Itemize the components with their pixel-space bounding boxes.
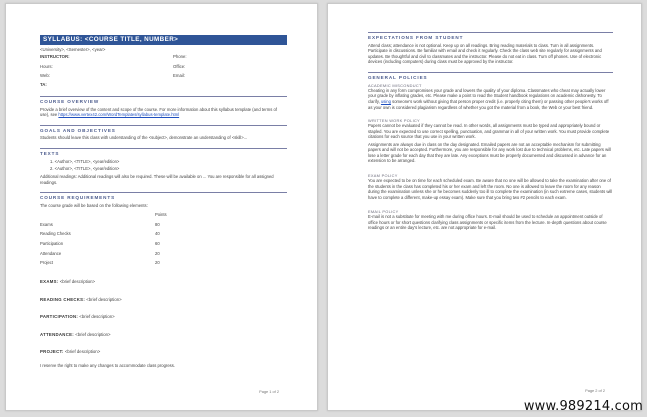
project-description [40, 349, 287, 355]
written-work-p1: Papers cannot be evaluated if they cannot be read. In other words, all assignments must be typed and appropriately bound or stapled. You are expected to use correct spelling, punctuation, and grammar in all of your written work. You must provide complete citations for each source that you use in your written work. [368, 123, 610, 140]
ta-label: TA: [40, 82, 47, 88]
desc-text: <brief description> [63, 349, 101, 355]
desc-label: READING CHECKS: [40, 296, 86, 302]
desc-text: <brief description> [78, 314, 115, 320]
page-number: Page 1 of 2 [259, 389, 279, 394]
section-expectations: EXPECTATIONS FROM STUDENT [368, 32, 613, 41]
table-row [40, 258, 287, 268]
row-item: Attendance [40, 250, 62, 256]
closing-note: I reserve the right to make any changes to accommodate class progress. [40, 363, 175, 369]
table-row [40, 239, 287, 249]
text-item: 1. <Author>, <TITLE>, <year/edition> [50, 158, 120, 164]
points-header-row [40, 210, 287, 220]
page-number: Page 2 of 2 [585, 388, 605, 393]
table-row [40, 220, 287, 230]
template-link[interactable]: https://www.vertex42.com/WordTemplates/syllabus-template.html [58, 112, 180, 118]
table-row [40, 249, 287, 259]
row-points: 80 [155, 221, 160, 227]
web-label: Web: [40, 72, 50, 78]
desc-text: <brief description> [85, 296, 122, 302]
academic-misconduct-title: ACADEMIC MISCONDUCT [368, 82, 422, 88]
row-item: Exams [40, 221, 53, 227]
using-link[interactable]: using [380, 99, 391, 105]
page-1-content [40, 35, 287, 369]
table-row [40, 229, 287, 239]
desc-label: PARTICIPATION: [40, 314, 79, 320]
expectations-text: Attend class; attendance is not optional. Keep up on all readings. Bring reading materials to class. Turn in all assignments. Participate in discussions. Be familiar with email and check it regularly. Check the class web site regularly for assignments and updates. Be thoughtful and civil to classmates and the instructor. Please do not eat in class. Turn off phones. Use of electronic devices (including computers) during class must be approved by the instructor. [368, 42, 602, 65]
syllabus-subtitle: <University>, <Semester>, <year> [40, 47, 106, 52]
points-header: Points [155, 212, 167, 218]
document-page-2 [327, 3, 642, 411]
row-points: 60 [155, 241, 160, 247]
document-page-1 [5, 3, 318, 411]
desc-label: EXAMS: [40, 279, 59, 285]
exam-policy-title: EXAM POLICY [368, 172, 398, 178]
misconduct-text-1: Cheating in any form compromises your grade and lowers the quality of your diploma. Classmates who cheat may actually lower your grade by inflating grades, etc. Please make a point to read the Student handbook regulations on academic dishonesty. To clarify, [368, 87, 606, 105]
desc-label: PROJECT: [40, 349, 64, 355]
page-2-content [368, 32, 613, 231]
instructor-label: INSTRUCTOR: [40, 54, 70, 60]
participation-description [40, 314, 287, 320]
section-course-requirements: COURSE REQUIREMENTS [40, 192, 287, 201]
written-work-title: WRITTEN WORK POLICY [368, 118, 420, 124]
goals-text: Students should leave this class with understanding of the <subject>, demonstrate an understanding of <skill>... [40, 135, 248, 141]
reading-checks-description [40, 297, 287, 303]
row-points: 20 [155, 250, 160, 256]
phone-label: Phone: [173, 54, 187, 60]
row-item: Reading Checks [40, 231, 71, 237]
misconduct-text-2: someone's work without giving that person proper credit (i.e. properly citing them) or passing other people's works off as your own is considered plagiarism regardless of whether you got the material from a book, the Web or your best friend. [368, 99, 609, 110]
desc-text: <brief description> [74, 331, 111, 337]
syllabus-title: SYLLABUS: <COURSE TITLE, NUMBER> [40, 35, 287, 45]
texts-list [50, 159, 287, 173]
points-table [40, 210, 287, 268]
row-item: Participation [40, 241, 64, 247]
desc-text: <brief description> [58, 279, 96, 285]
email-policy-text: E-mail is not a substitute for meeting with me during office hours. E-mail should be used to schedule an appointment outside of office hours or for short questions clarifying class assignments or specific items from the lecture. In-depth questions about course readings or an entire day's lecture, etc. are not appropriate for e-mail. [368, 214, 607, 231]
row-item: Project [40, 260, 54, 266]
instructor-info [40, 54, 287, 88]
attendance-description [40, 332, 287, 338]
exam-policy-text: You are expected to be on time for each scheduled exam. Be aware that no one will be allowed to take the examination after one of the students in the class has completed his or her exam and left the room. No one is allowed to leave the room for any reason during the examination unless she or he becomes suddenly too ill to complete the examination (in such extreme cases, students will have to complete a different, make-up essay exam). Make sure that you bring two #2 pencils to each exam. [368, 177, 613, 200]
desc-label: ATTENDANCE: [40, 331, 75, 337]
exams-description [40, 279, 287, 285]
section-course-overview: COURSE OVERVIEW [40, 96, 287, 105]
row-points: 40 [155, 231, 160, 237]
academic-misconduct-text [368, 88, 613, 110]
text-item: 2. <Author>, <TITLE>, <year/edition> [50, 165, 120, 171]
written-work-p2: Assignments are always due in class on the day designated. Emailed papers are not an acceptable mechanism for submitting papers and will not be accepted. Furthermore, you are responsible for any work lost due to technical problems, etc. Late papers will lose a letter grade for each day that they are late. Any exceptions must be properly documented and discussed in advance for an extension to be arranged. [368, 141, 612, 164]
overview-body: Provide a brief overview of the content and scope of the course. For more information about this syllabus template (and terms of use), see [40, 106, 277, 118]
watermark: www.989214.com [523, 399, 643, 414]
requirements-intro: The course grade will be based on the following elements: [40, 202, 148, 208]
email-policy-title: EMAIL POLICY [368, 209, 399, 215]
row-points: 20 [155, 260, 160, 266]
email-label: Email: [173, 72, 185, 78]
empty-cell [173, 82, 287, 88]
section-general-policies: GENERAL POLICIES [368, 72, 613, 81]
office-label: Office: [173, 63, 186, 69]
hours-label: Hours: [40, 63, 53, 69]
section-texts: TEXTS [40, 148, 287, 157]
course-overview-text [40, 107, 287, 118]
additional-readings: Additional readings: Additional readings will also be required. These will be available on ... You are responsible for all assigned readings. [40, 173, 274, 185]
section-goals: GOALS AND OBJECTIVES [40, 125, 287, 134]
